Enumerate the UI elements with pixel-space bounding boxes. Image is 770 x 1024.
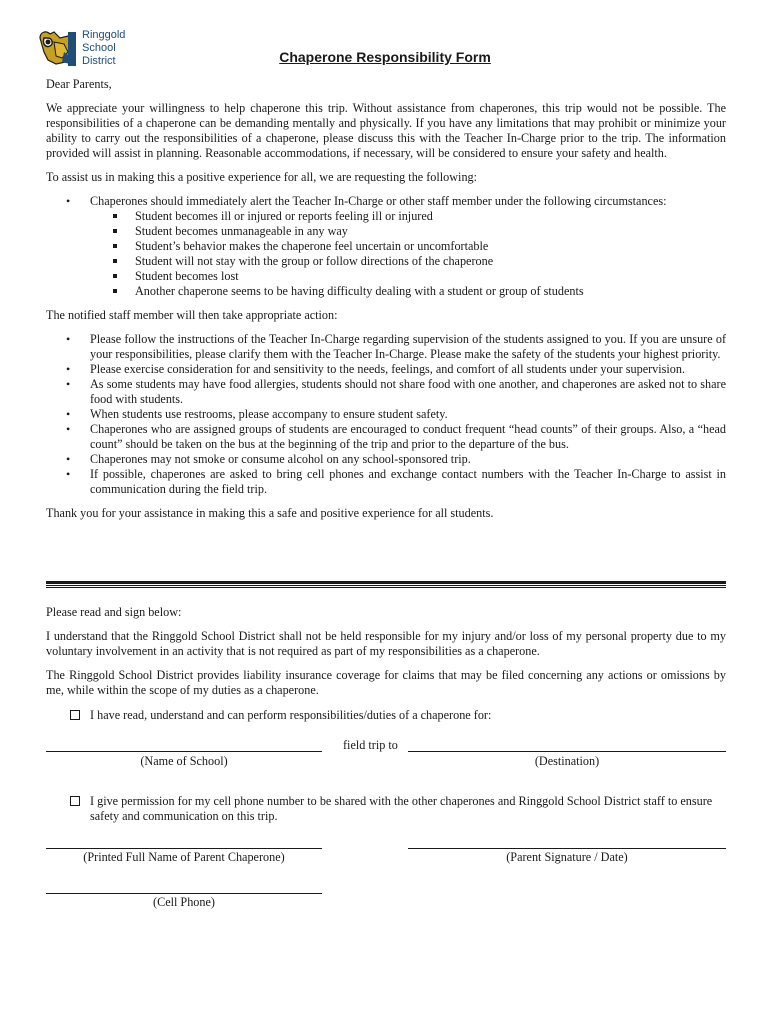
- liability-paragraph-1: I understand that the Ringgold School District shall not be held responsible for my injury and/or loss of my personal property due to my voluntary involvement in an activity that is not required as part of my responsibilities as a chaperone.: [46, 629, 726, 658]
- alert-list: [46, 194, 726, 299]
- destination-line[interactable]: [408, 751, 726, 752]
- cell-permission-row: [46, 794, 740, 824]
- cell-phone-label: (Cell Phone): [153, 895, 215, 909]
- alert-text: Chaperones should immediately alert the Teacher In-Charge or other staff member under the following circumstances:: [90, 194, 667, 208]
- school-name-line[interactable]: [46, 751, 322, 752]
- cell-permission-label: I give permission for my cell phone number to be shared with the other chaperones and Ringgold School District staff to ensure safety and communication on this trip.: [90, 794, 713, 823]
- list-item: • Chaperones may not smoke or consume alcohol on any school-sponsored trip.: [46, 452, 726, 467]
- section-divider: [46, 581, 726, 588]
- list-item: Student’s behavior makes the chaperone feel uncertain or uncomfortable: [46, 239, 726, 254]
- intro-paragraph: We appreciate your willingness to help chaperone this trip. Without assistance from chaperones, this trip would not be possible. The responsibilities of a chaperone can be demanding mentally and physically. If you have any limitations that may prohibit or minimize your ability to carry out the responsibilities of a chaperone, please discuss this with the Teacher In-Charge prior to the trip. The information provided will assist in planning. Reasonable accommodations, if necessary, will be considered to ensure your safety and health.: [46, 101, 726, 160]
- sign-intro: Please read and sign below:: [46, 605, 182, 619]
- signature-section: [46, 605, 726, 723]
- notified-paragraph: The notified staff member will then take appropriate action:: [46, 308, 338, 322]
- signature-label: (Parent Signature / Date): [506, 850, 628, 864]
- circumstance-list: [46, 209, 726, 299]
- liability-paragraph-2: The Ringgold School District provides liability insurance coverage for claims that may be filed concerning any actions or omissions by me, while within the scope of my duties as a chaperone.: [46, 668, 726, 697]
- list-item: • When students use restrooms, please accompany to ensure student safety.: [46, 407, 726, 422]
- list-item: [46, 194, 726, 299]
- list-item: • Chaperones who are assigned groups of students are encouraged to conduct frequent “head counts” of their groups. Also, a “head count” should be taken on the bus at the beginning of the trip and prior to the departure of the bus.: [46, 422, 726, 452]
- signature-line[interactable]: [408, 848, 726, 849]
- thanks-paragraph: Thank you for your assistance in making this a safe and positive experience for all students.: [46, 506, 494, 520]
- action-list: [46, 332, 726, 497]
- destination-label: (Destination): [534, 754, 600, 768]
- list-item: • Please follow the instructions of the Teacher In-Charge regarding supervision of the students assigned to you. If you are unsure of your responsibilities, please clarify them with the Teacher In-Charge. Please make the safety of the students your highest priority.: [46, 332, 726, 362]
- page-title: Chaperone Responsibility Form: [279, 49, 491, 65]
- greeting: Dear Parents,: [46, 77, 112, 91]
- printed-name-line[interactable]: [46, 848, 322, 849]
- perform-duties-row: [46, 708, 726, 723]
- list-item: Student becomes ill or injured or reports feeling ill or injured: [46, 209, 726, 224]
- list-item: Student will not stay with the group or follow directions of the chaperone: [46, 254, 726, 269]
- logo-line-2: School: [82, 42, 116, 54]
- cell-permission-checkbox[interactable]: [70, 796, 80, 806]
- list-item: • Please exercise consideration for and sensitivity to the needs, feelings, and comfort of all students under your supervision.: [46, 362, 726, 377]
- list-item: Another chaperone seems to be having difficulty dealing with a student or group of students: [46, 284, 726, 299]
- list-item: • If possible, chaperones are asked to bring cell phones and exchange contact numbers with the Teacher In-Charge to assist in communication during the field trip.: [46, 467, 726, 497]
- logo-line-1: Ringgold: [82, 29, 126, 41]
- cell-phone-line[interactable]: [46, 893, 322, 894]
- letter-body: [46, 77, 726, 521]
- logo-line-3: District: [82, 55, 116, 67]
- perform-duties-label: I have read, understand and can perform responsibilities/duties of a chaperone for:: [90, 708, 492, 722]
- list-item: • As some students may have food allergies, students should not share food with one another, and chaperones are asked not to share food with students.: [46, 377, 726, 407]
- field-trip-to-label: field trip to: [343, 738, 398, 752]
- printed-name-label: (Printed Full Name of Parent Chaperone): [83, 850, 285, 864]
- list-item: Student becomes unmanageable in any way: [46, 224, 726, 239]
- list-item: Student becomes lost: [46, 269, 726, 284]
- perform-duties-checkbox[interactable]: [70, 710, 80, 720]
- request-paragraph: To assist us in making this a positive experience for all, we are requesting the following:: [46, 170, 478, 184]
- school-name-label: (Name of School): [140, 754, 228, 768]
